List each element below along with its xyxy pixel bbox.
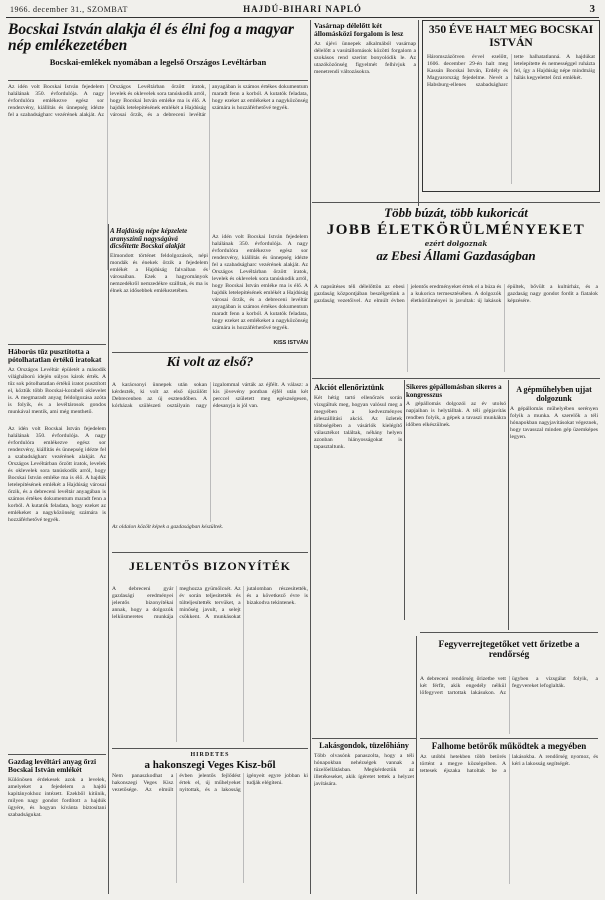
separator	[312, 202, 600, 203]
article-350-box	[422, 20, 600, 192]
body-kepmas-cont: Az idén volt Bocskai István fejedelem halálának 350. évfordulója. A nagy évfordulóra emlékezve egész sor rendezvény, kiállítás és ünnepség idézte fel a szabadságharc vezérének alakját. Az Országos Levéltárban őrzött iratok, levelek és oklevelek sora tanúskodik arról, hogy Bocskai István emléke ma is élő. A hajdúk letelepítésének emlékét a Hajdúság városai őrzik, és a debreceni levéltár anyagában is számos értékes dokumentum maradt fenn a korból. A kutatók feladata, hogy ezeket az emlékeket a nagyközönség számára is hozzáférhetővé tegyék.	[212, 234, 308, 331]
column-rule	[418, 20, 419, 206]
headline-350: 350 ÉVE HALT MEG BOCSKAI ISTVÁN	[428, 24, 594, 49]
column-rule	[508, 380, 509, 630]
headline-gepmuhelyben: A gépműhelyben ujjat dolgozunk	[516, 386, 592, 403]
body-kepmas: Elmondott történet feldolgozások, népi mondák és énekek őrzik a fejedelem emlékét a Hajdúság falvaiban és városaiban. Ezek a hagyományok nemzedékről nemzedékre szálltak, és ma is élnek az idősebbek emlékezetében.	[110, 253, 208, 295]
body-jobb: A napsütéses téli délelőttön az ebesi gazdaság központjában beszélgetünk a gazdaság vezetőivel. Az elmúlt évben jelentős eredményeket értek el a búza és a kukorica termesztésében. A dolgozók életkörülményei is javultak: új lakások épültek, bővült a kultúrház, és a gazdaság nagy gondot fordít a fiatalok képzésére.	[314, 284, 598, 304]
separator	[312, 738, 416, 739]
body-sikeres: A gépállomás dolgozói az év utolsó napjaiban is helytálltak. A téli gépjavítás rendben folyik, a gépek a tavaszi munkákra időben elkészülnek.	[406, 401, 506, 429]
body-hirdetes: Nem panaszkodhat a hakonszegi Veges Kisz vezetősége. Az elmúlt évben jelentős fejlődést értek el, új műhelyeket nyitottak, és a lakosság igényeit egyre jobban ki tudják elégíteni.	[112, 772, 308, 793]
body-fegyver: A debreceni rendőrség őrizetbe vett két férfit, akik engedély nélkül lőfegyvert tartottak lakásukon. Az ügyben a vizsgálat folyik, a fegyvereket lefoglalták.	[420, 676, 598, 696]
column-rule	[310, 20, 311, 894]
sub-jobb: ezért dolgoznak	[424, 238, 488, 248]
separator	[8, 754, 106, 755]
column-rule	[404, 380, 405, 620]
headline-jelentos: JELENTŐS BIZONYÍTÉK	[128, 560, 292, 573]
article-bocskai-headline	[8, 22, 308, 78]
article-gazdag	[8, 758, 106, 894]
body-gepmuhelyben: A gépállomás műhelyében serényen folyik a munka. A szerelők a téli hónapokban nagyjavításokat végeznek, hogy tavasszal minden gép üzemképes legyen.	[510, 405, 598, 440]
headline-bocskai: Bocskai István alakja él és élni fog a magyar nép emlékezetében	[8, 22, 294, 55]
body-akciot: Két hétig tartó ellenőrzés során vizsgáltuk meg, hogyan valósul meg a megyében a kedvezményes árleszállítási akció. Az üzletek többségében a vásárlók kielégítő választékot találtak, néhány helyen azonban hiányosságokat is tapasztaltunk.	[314, 394, 402, 450]
separator	[8, 344, 106, 345]
article-akciot	[314, 384, 402, 604]
article-jelentos-headline	[112, 560, 308, 580]
body-kivolt: A karácsonyi ünnepek után sokan kérdezték, ki volt az első újszülött Debrecenben az új esztendőben. A kórházak szülészeti osztályain nagy izgalommal várták az éjfélt. A válasz: a kis jövevény pontban éjfél után két perccel született meg egészségesen, édesanyja is jól van.	[112, 382, 308, 409]
article-fegyver-headline	[420, 640, 598, 670]
separator	[112, 748, 308, 749]
headline-falhome: Falhome betörők működtek a megyében	[431, 742, 587, 751]
article-haborus-cont	[8, 424, 106, 754]
kicker-bocskai: Bocskai-emlékek nyomában a legelső Országos Levéltárban	[49, 56, 267, 67]
article-lakas	[314, 742, 414, 894]
headline-kivolt: Ki volt az első?	[166, 356, 254, 370]
headline-akciot: Akciót ellenőriztünk	[314, 384, 384, 392]
masthead	[6, 3, 599, 18]
article-kivolt-body	[112, 380, 308, 540]
column-rule	[108, 224, 109, 894]
article-kivolt-headline	[112, 356, 308, 376]
separator	[112, 352, 308, 353]
headline-lakas: Lakásgondok, tüzelőhiány	[319, 742, 409, 750]
byline-kepmas: KISS ISTVÁN	[273, 340, 308, 346]
headline-gazdag: Gazdag levéltári anyag őrzi Bocskai István emlékét	[8, 758, 97, 775]
headline-sikeres: Sikeres gépállomásban sikeres a kongresszus	[406, 384, 502, 399]
article-jelentos-body	[112, 584, 308, 744]
article-jobb-body	[314, 282, 598, 372]
body-bocskai: Az idén volt Bocskai István fejedelem halálának 350. évfordulója. A nagy évfordulóra emlékezve egész sor rendezvény, kiállítás és ünnepség idézte fel a szabadságharc vezérének alakját. Az Országos Levéltárban őrzött iratok, levelek és oklevelek sora tanúskodik arról, hogy Bocskai István emléke ma is élő. A hajdúk letelepítésének emlékét a Hajdúság városai őrzik, és a debreceni levéltár anyagában is számos értékes dokumentum maradt fenn a korból. A kutatók feladata, hogy ezeket az emlékeket a nagyközönség számára is hozzáférhetővé tegyék.	[8, 84, 308, 118]
headline-vasarnap: Vasárnap délelőtt két állomásközi forgalom is lesz	[314, 22, 404, 39]
body-gazdag: Különösen érdekesek azok a levelek, amelyeket a fejedelem a hajdú kapitányokhoz intézett. Ezekből kitűnik, milyen nagy gondot fordított a hajdúk ügyére, és hogyan kívánta biztosítani szabadságukat.	[8, 776, 106, 818]
headline-hirdetes: a hakonszegi Veges Kisz-ből	[144, 758, 276, 771]
headline-fegyver: Fegyverrejtegetőket vett őrizetbe a rendőrség	[438, 640, 580, 661]
note-kivolt: Az oldalon közölt képek a gazdaságban készültek.	[112, 524, 224, 530]
headline-jobb: JOBB ÉLETKÖRÜLMÉNYEKET	[326, 222, 586, 239]
body-vasarnap: Az újévi ünnepek alkalmából vasárnap délelőtt a vasútállomások közötti forgalom a szokásos rend szerint bonyolódik le. Az utazóközönség figyelmét felhívjuk a menetrendi változásokra.	[314, 40, 416, 75]
body-350: Háromszázötven évvel ezelőtt, 1606. december 29-én halt meg Kassán Bocskai István, Erdély és Magyarország fejedelme. Nevét a Habsburg-ellenes szabadságharc tette halhatatlanná. A hajdúkat letelepítette és nemességgel ruházta fel, így a Hajdúság népe mindmáig hálás kegyelettel őrzi emlékét.	[427, 54, 595, 89]
article-falhome	[420, 742, 598, 894]
masthead-date: 1966. december 31., SZOMBAT	[10, 5, 128, 14]
page-number: 3	[589, 3, 595, 15]
article-haborus	[8, 348, 106, 420]
separator	[420, 738, 598, 739]
article-jobb-headline	[314, 206, 598, 276]
column-rule	[416, 636, 417, 894]
body-lakas: Több olvasónk panaszolta, hogy a téli hónapokban nehézségek vannak a tüzelőellátásban. Megkérdeztük az illetékeseket, akik ígéretet tettek a helyzet javítására.	[314, 752, 414, 787]
headline2-jobb: az Ebesi Állami Gazdaságban	[376, 247, 536, 263]
article-sikeres	[406, 384, 506, 604]
headline-haborus: Háborús tűz pusztította a pótolhatatlan értékű iratokat	[8, 348, 102, 365]
article-kepmas-cont	[212, 232, 308, 352]
separator	[420, 632, 598, 633]
article-hirdetes	[112, 752, 308, 894]
kicker-jobb: Több búzát, több kukoricát	[384, 206, 528, 220]
masthead-title: HAJDÚ-BIHARI NAPLÓ	[243, 4, 362, 14]
body-haborus-cont: Az idén volt Bocskai István fejedelem halálának 350. évfordulója. A nagy évfordulóra emlékezve egész sor rendezvény, kiállítás és ünnepség idézte fel a szabadságharc vezérének alakját. Az Országos Levéltárban őrzött iratok, levelek és oklevelek sora tanúskodik arról, hogy Bocskai István emléke ma is élő. A hajdúk letelepítésének emlékét a Hajdúság városai őrzik, és a debreceni levéltár anyagában is számos értékes dokumentum maradt fenn a korból. A kutatók feladata, hogy ezeket az emlékeket a nagyközönség számára is hozzáférhetővé tegyék.	[8, 426, 106, 523]
body-haborus: Az Országos Levéltár épületét a második világháború idején súlyos károk érték. A tűz sok pótolhatatlan értékű iratot pusztított el, köztük több Bocskai-korabeli oklevelet is. A megmaradt anyag feldolgozása azóta is folyik, és a levéltárosok gondos munkával mentik, ami még menthető.	[8, 366, 106, 415]
article-kepmas	[110, 228, 208, 348]
headline-kepmas: A Hajdúság népe képzelete aranyszínű nagyságúvá dicsőítette Bocskai alakját	[110, 228, 188, 251]
article-fegyver-body	[420, 674, 598, 736]
label-hirdetes: HIRDETÉS	[190, 752, 230, 758]
article-vasarnap	[314, 22, 416, 202]
separator	[312, 378, 600, 379]
separator	[8, 80, 308, 81]
body-jelentos: A debreceni gyár gazdasági eredményei jelentős bizonyítékai annak, hogy a dolgozók lelkiismeretes munkája meghozza gyümölcsét. Az év során teljesítették és túlteljesítették tervüket, a minőség javult, a selejt csökkent. A munkásokat jutalomban részesítették, és a következő évre is bizakodva tekintenek.	[112, 586, 308, 620]
body-falhome: Az utóbbi hetekben több betörés történt a megye községeiben. A tettesek éjszaka hatoltak be a lakásokba. A rendőrség nyomoz, és kéri a lakosság segítségét.	[420, 753, 598, 774]
article-gepmuhelyben	[510, 386, 598, 626]
separator	[112, 552, 308, 553]
